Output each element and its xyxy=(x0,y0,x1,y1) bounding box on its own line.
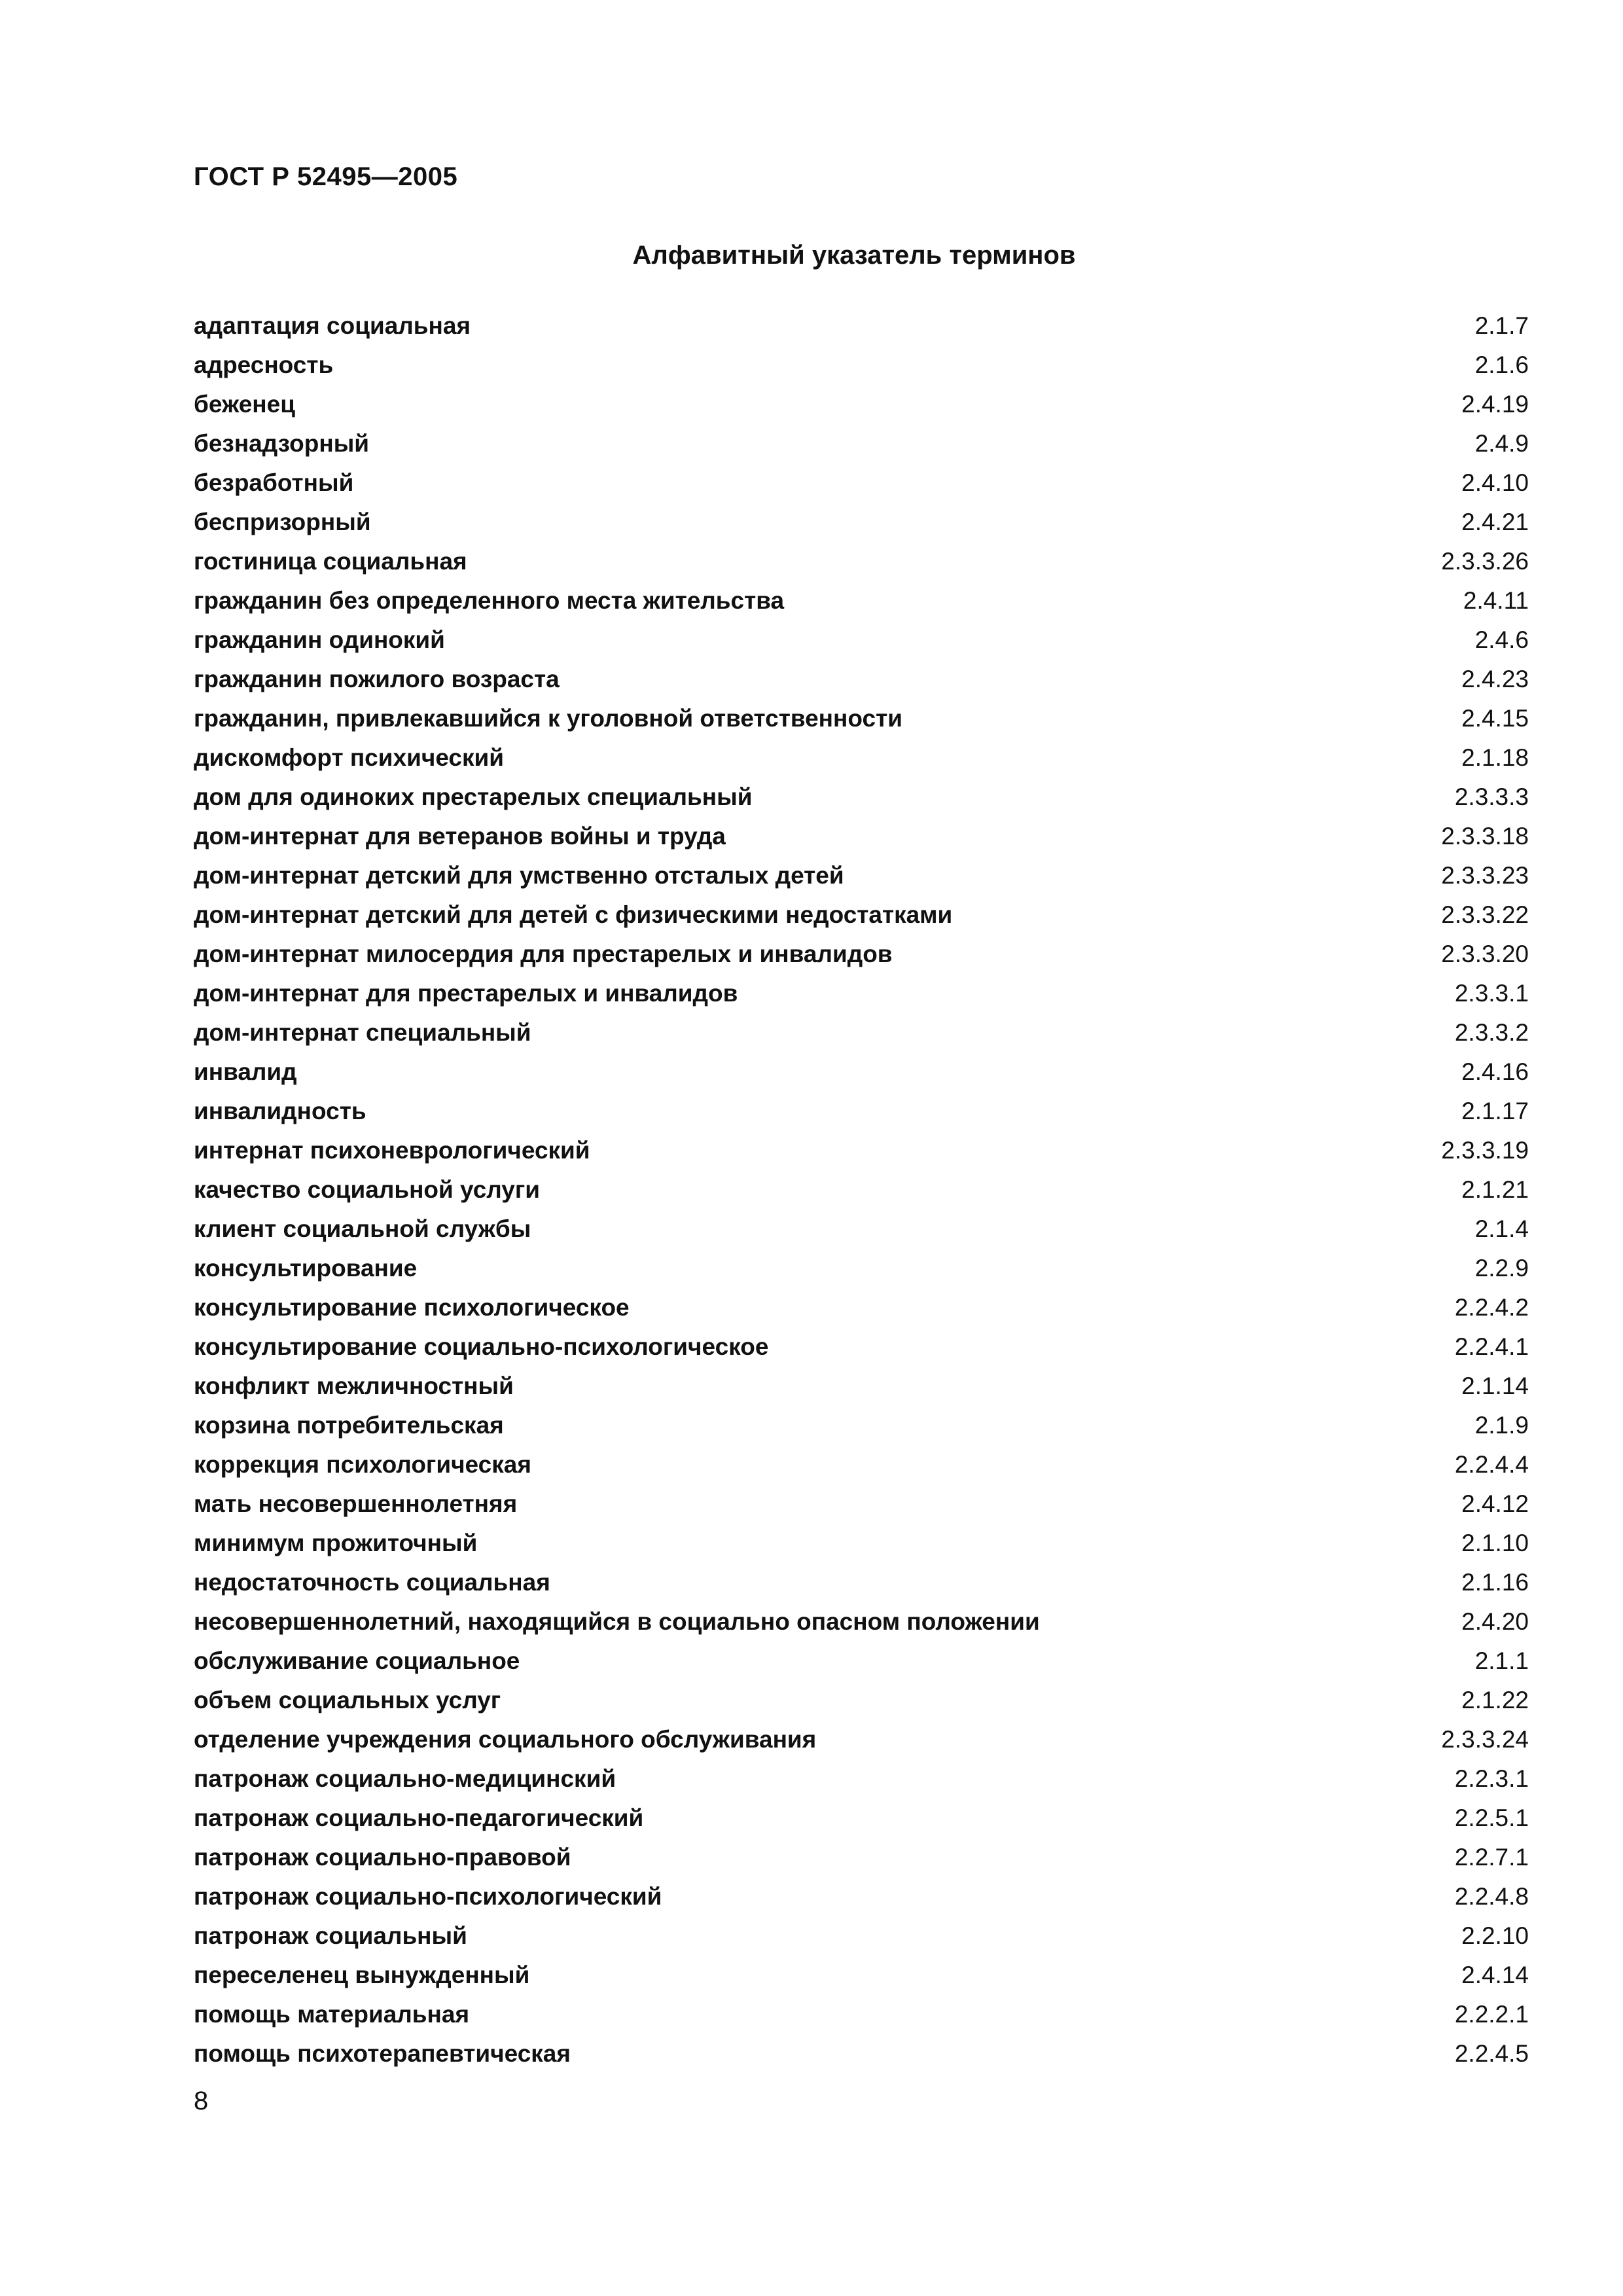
index-term-reference: 2.4.12 xyxy=(1461,1490,1529,1517)
index-entry xyxy=(194,1799,1529,1838)
index-term: консультирование социально-психологическое xyxy=(194,1333,769,1360)
index-term-reference: 2.2.4.2 xyxy=(1454,1294,1529,1321)
index-term-reference: 2.3.3.19 xyxy=(1441,1137,1529,1164)
index-term-reference: 2.2.4.4 xyxy=(1454,1451,1529,1478)
index-term: клиент социальной службы xyxy=(194,1215,531,1242)
page-number: 8 xyxy=(194,2087,209,2115)
index-term-reference: 2.4.21 xyxy=(1461,509,1529,535)
index-term: безработный xyxy=(194,469,354,496)
index-term: беженец xyxy=(194,391,295,418)
index-entry xyxy=(194,1249,1529,1288)
index-term: патронаж социально-медицинский xyxy=(194,1765,616,1792)
index-term: недостаточность социальная xyxy=(194,1569,550,1596)
index-term-reference: 2.1.21 xyxy=(1461,1176,1529,1203)
index-term: гражданин без определенного места жительства xyxy=(194,587,785,614)
index-term: патронаж социально-психологический xyxy=(194,1883,662,1910)
index-entry xyxy=(194,424,1529,463)
index-entry xyxy=(194,935,1529,974)
index-term-reference: 2.1.4 xyxy=(1474,1215,1529,1242)
index-term: несовершеннолетний, находящийся в социально опасном положении xyxy=(194,1608,1040,1635)
index-term: мать несовершеннолетняя xyxy=(194,1490,518,1517)
index-term-reference: 2.4.10 xyxy=(1461,469,1529,496)
index-term: дом для одиноких престарелых специальный xyxy=(194,783,753,810)
index-entry xyxy=(194,1210,1529,1249)
index-term-reference: 2.3.3.20 xyxy=(1441,941,1529,967)
index-term-reference: 2.1.9 xyxy=(1474,1412,1529,1439)
index-term: гражданин одинокий xyxy=(194,626,445,653)
index-term-reference: 2.4.19 xyxy=(1461,391,1529,418)
index-entry xyxy=(194,1563,1529,1602)
index-entry xyxy=(194,581,1529,620)
index-entry xyxy=(194,2034,1529,2073)
index-entry xyxy=(194,1288,1529,1327)
index-term: инвалид xyxy=(194,1058,297,1085)
index-entry xyxy=(194,1838,1529,1877)
index-term-reference: 2.1.6 xyxy=(1474,351,1529,378)
index-term: помощь материальная xyxy=(194,2001,470,2028)
index-term-reference: 2.1.16 xyxy=(1461,1569,1529,1596)
index-term-reference: 2.2.4.8 xyxy=(1454,1883,1529,1910)
index-entry xyxy=(194,1759,1529,1799)
index-term: гражданин пожилого возраста xyxy=(194,666,560,692)
index-term: безнадзорный xyxy=(194,430,370,457)
index-entry xyxy=(194,385,1529,424)
index-term: дом-интернат детский для детей с физическими недостатками xyxy=(194,901,953,928)
index-term: дом-интернат для престарелых и инвалидов xyxy=(194,980,738,1007)
index-entry xyxy=(194,1052,1529,1092)
index-title: Алфавитный указатель терминов xyxy=(632,241,1076,270)
index-entry xyxy=(194,463,1529,503)
index-entry xyxy=(194,306,1529,346)
index-term-reference: 2.3.3.3 xyxy=(1454,783,1529,810)
index-entry xyxy=(194,1995,1529,2034)
index-term: адаптация социальная xyxy=(194,312,471,339)
index-term-reference: 2.3.3.18 xyxy=(1441,823,1529,850)
index-entry xyxy=(194,778,1529,817)
index-entry xyxy=(194,660,1529,699)
index-term-reference: 2.4.16 xyxy=(1461,1058,1529,1085)
index-term: дом-интернат для ветеранов войны и труда xyxy=(194,823,726,850)
index-term-reference: 2.3.3.24 xyxy=(1441,1726,1529,1753)
index-entry xyxy=(194,1406,1529,1445)
index-term-reference: 2.1.1 xyxy=(1474,1647,1529,1674)
index-term-reference: 2.4.15 xyxy=(1461,705,1529,732)
index-term: корзина потребительская xyxy=(194,1412,504,1439)
index-entry xyxy=(194,1445,1529,1484)
index-entry xyxy=(194,1131,1529,1170)
index-entry xyxy=(194,1367,1529,1406)
index-entry xyxy=(194,1956,1529,1995)
index-entry xyxy=(194,817,1529,856)
index-term: переселенец вынужденный xyxy=(194,1962,530,1988)
index-entry xyxy=(194,346,1529,385)
index-entry xyxy=(194,620,1529,660)
index-entry xyxy=(194,1916,1529,1956)
index-term: дом-интернат специальный xyxy=(194,1019,531,1046)
index-entry xyxy=(194,1681,1529,1720)
index-entry xyxy=(194,699,1529,738)
index-term-reference: 2.3.3.2 xyxy=(1454,1019,1529,1046)
index-term: конфликт межличностный xyxy=(194,1372,514,1399)
index-term-reference: 2.1.22 xyxy=(1461,1687,1529,1713)
index-term-reference: 2.2.9 xyxy=(1474,1255,1529,1282)
index-term: качество социальной услуги xyxy=(194,1176,541,1203)
index-term: помощь психотерапевтическая xyxy=(194,2040,571,2067)
index-term-reference: 2.4.14 xyxy=(1461,1962,1529,1988)
index-term: коррекция психологическая xyxy=(194,1451,531,1478)
index-term-reference: 2.3.3.22 xyxy=(1441,901,1529,928)
terms-index-list xyxy=(194,306,1529,2073)
index-entry xyxy=(194,1327,1529,1367)
index-entry xyxy=(194,738,1529,778)
index-term: адресность xyxy=(194,351,334,378)
index-entry xyxy=(194,895,1529,935)
index-term-reference: 2.4.20 xyxy=(1461,1608,1529,1635)
index-term-reference: 2.3.3.1 xyxy=(1454,980,1529,1007)
index-term-reference: 2.4.23 xyxy=(1461,666,1529,692)
index-term-reference: 2.1.14 xyxy=(1461,1372,1529,1399)
index-term: дом-интернат детский для умственно отсталых детей xyxy=(194,862,844,889)
index-term-reference: 2.4.6 xyxy=(1474,626,1529,653)
index-term-reference: 2.4.11 xyxy=(1463,587,1529,614)
index-term: дискомфорт психический xyxy=(194,744,504,771)
index-entry xyxy=(194,1720,1529,1759)
index-entry xyxy=(194,542,1529,581)
index-term: гостиница социальная xyxy=(194,548,467,575)
index-term: патронаж социально-правовой xyxy=(194,1844,571,1871)
index-entry xyxy=(194,1013,1529,1052)
index-term-reference: 2.2.10 xyxy=(1461,1922,1529,1949)
index-entry xyxy=(194,856,1529,895)
index-entry xyxy=(194,1641,1529,1681)
index-entry xyxy=(194,1484,1529,1524)
index-entry xyxy=(194,974,1529,1013)
index-term-reference: 2.3.3.26 xyxy=(1441,548,1529,575)
index-entry xyxy=(194,1877,1529,1916)
index-term: обслуживание социальное xyxy=(194,1647,520,1674)
index-term: патронаж социально-педагогический xyxy=(194,1804,644,1831)
index-term-reference: 2.4.9 xyxy=(1474,430,1529,457)
index-term: патронаж социальный xyxy=(194,1922,467,1949)
index-term: объем социальных услуг xyxy=(194,1687,501,1713)
index-entry xyxy=(194,503,1529,542)
index-term-reference: 2.3.3.23 xyxy=(1441,862,1529,889)
index-term-reference: 2.2.2.1 xyxy=(1454,2001,1529,2028)
index-term: консультирование психологическое xyxy=(194,1294,630,1321)
document-header: ГОСТ Р 52495—2005 xyxy=(194,162,458,191)
index-term-reference: 2.1.18 xyxy=(1461,744,1529,771)
index-term-reference: 2.2.7.1 xyxy=(1454,1844,1529,1871)
index-entry xyxy=(194,1170,1529,1210)
index-term: инвалидность xyxy=(194,1098,366,1124)
index-term-reference: 2.1.10 xyxy=(1461,1530,1529,1556)
index-term: дом-интернат милосердия для престарелых и инвалидов xyxy=(194,941,893,967)
index-entry xyxy=(194,1092,1529,1131)
index-term: гражданин, привлекавшийся к уголовной ответственности xyxy=(194,705,902,732)
index-term-reference: 2.2.3.1 xyxy=(1454,1765,1529,1792)
index-term: интернат психоневрологический xyxy=(194,1137,590,1164)
index-term: отделение учреждения социального обслуживания xyxy=(194,1726,817,1753)
index-term: минимум прожиточный xyxy=(194,1530,478,1556)
index-term: консультирование xyxy=(194,1255,418,1282)
index-term-reference: 2.2.4.5 xyxy=(1454,2040,1529,2067)
index-entry xyxy=(194,1602,1529,1641)
index-term-reference: 2.1.17 xyxy=(1461,1098,1529,1124)
index-entry xyxy=(194,1524,1529,1563)
index-term: беспризорный xyxy=(194,509,371,535)
index-term-reference: 2.2.4.1 xyxy=(1454,1333,1529,1360)
index-term-reference: 2.1.7 xyxy=(1474,312,1529,339)
index-term-reference: 2.2.5.1 xyxy=(1454,1804,1529,1831)
